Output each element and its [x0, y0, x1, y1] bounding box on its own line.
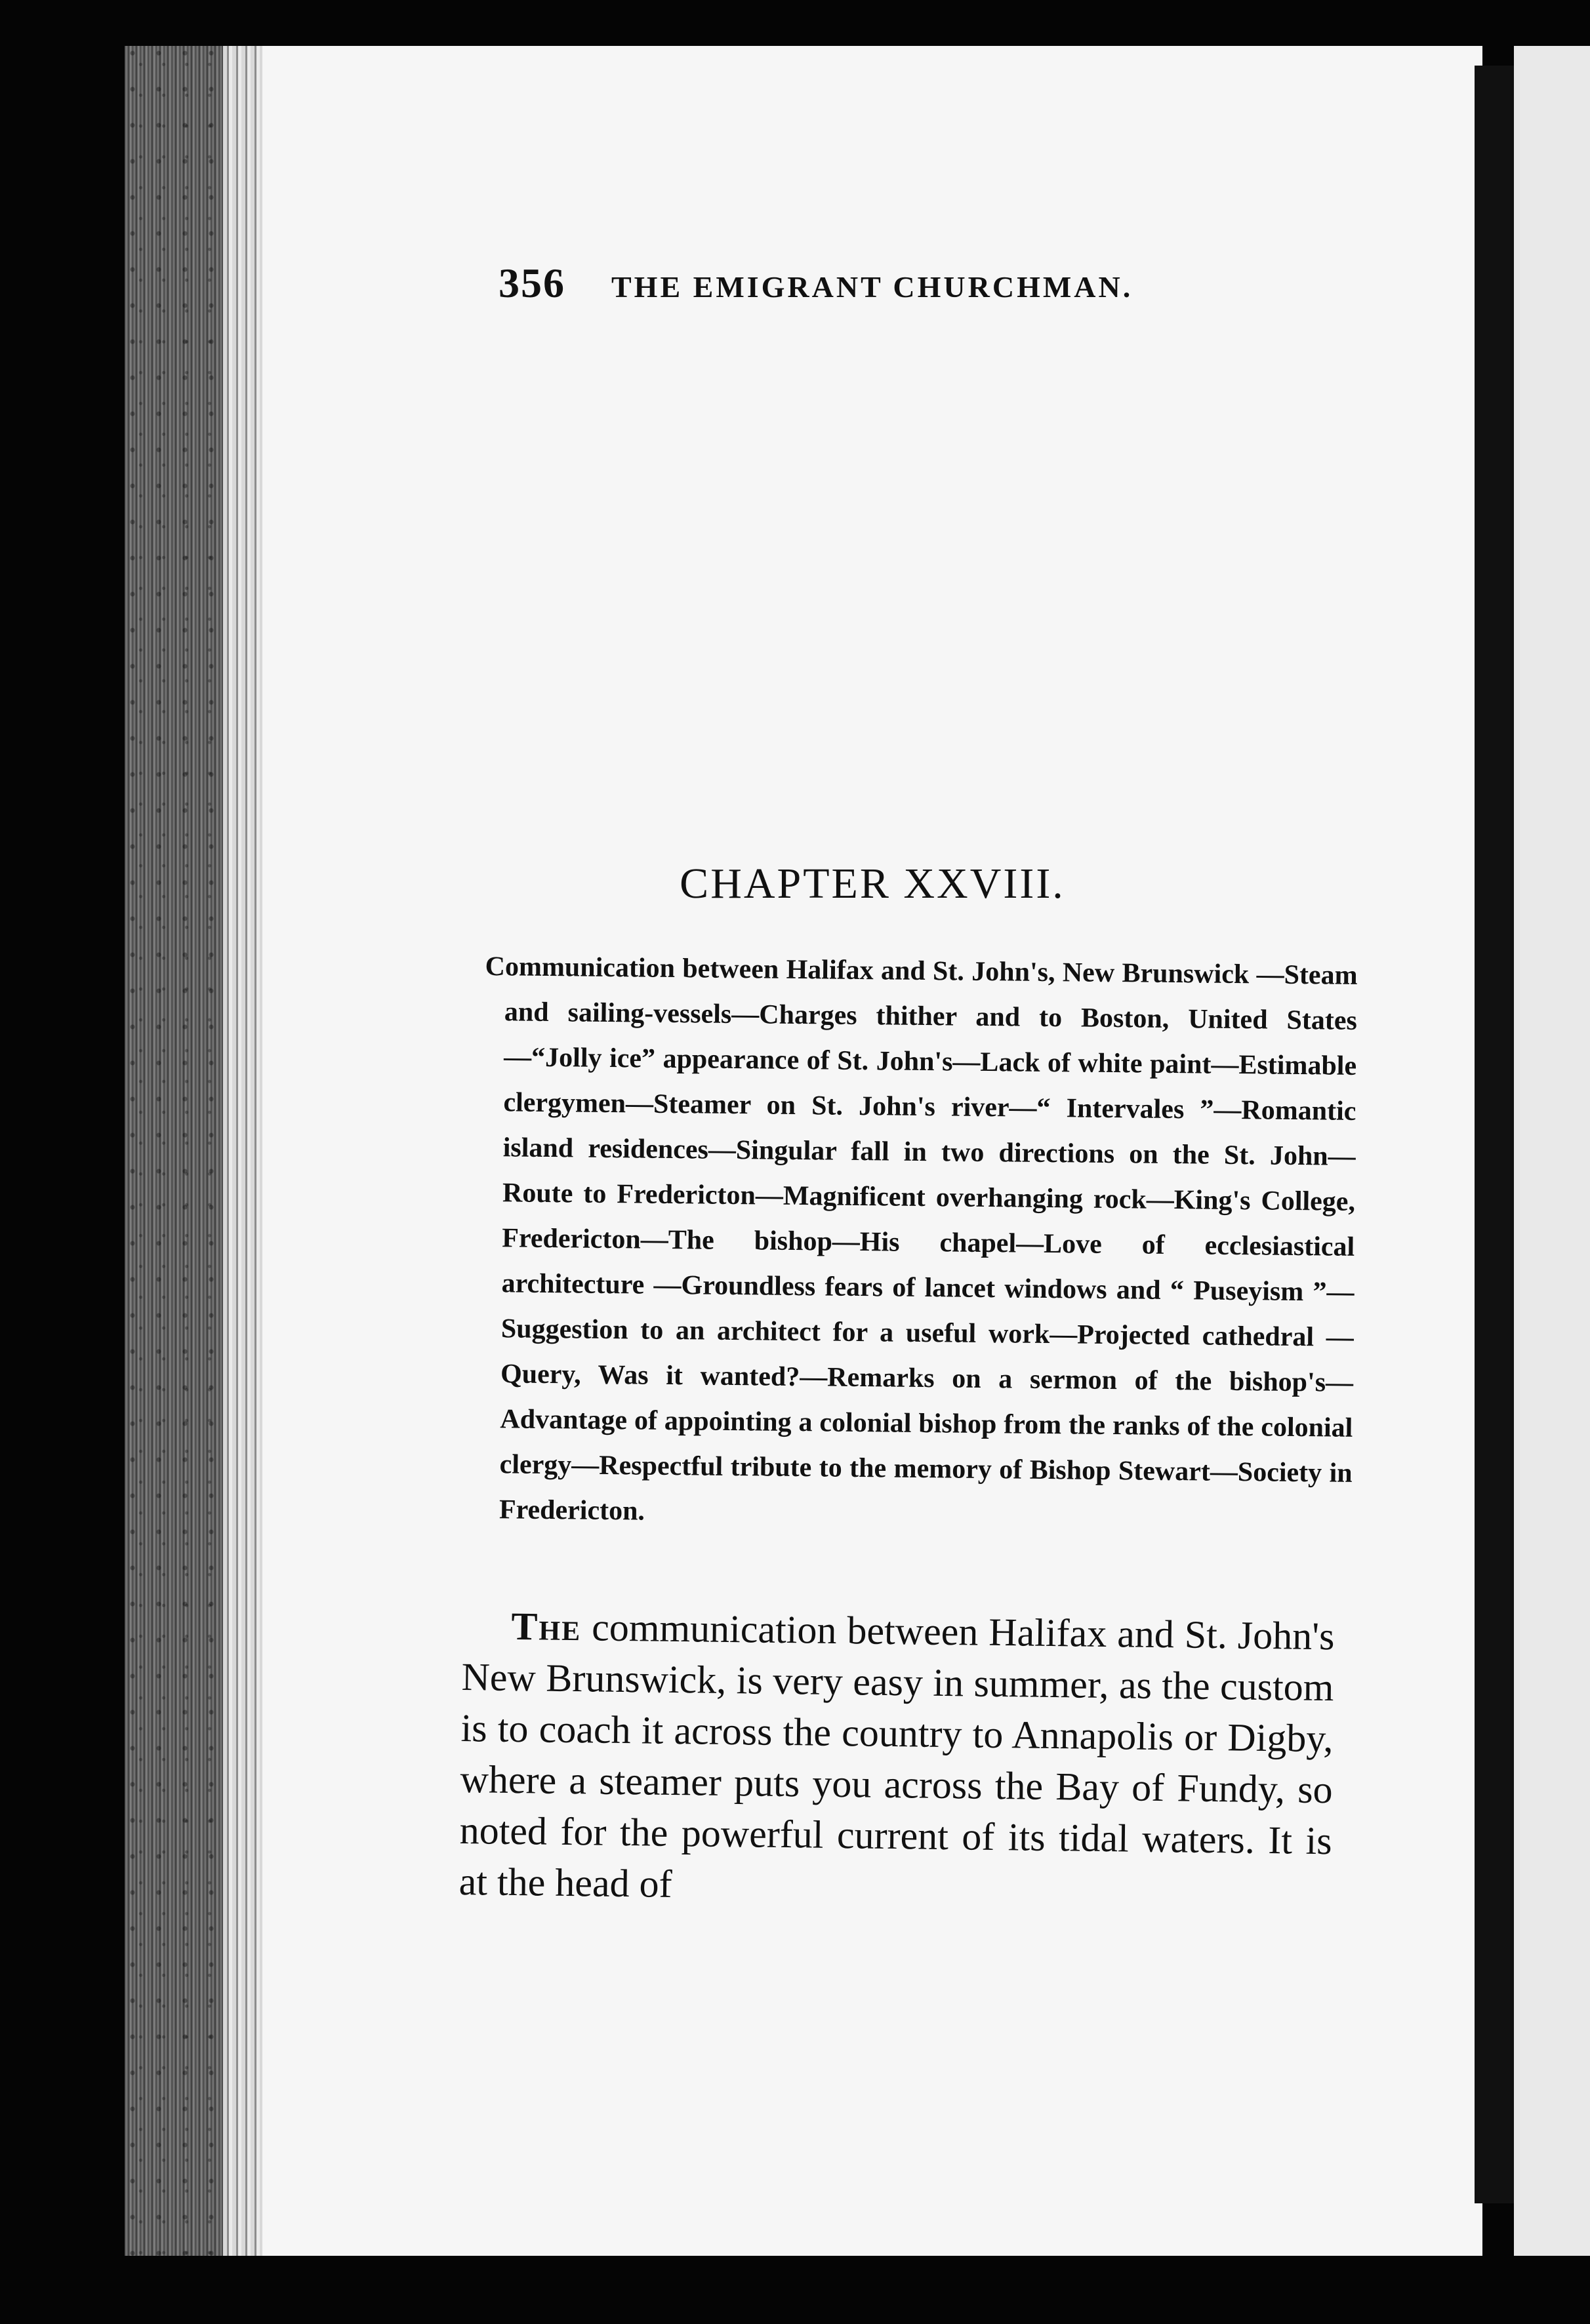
gutter-shadow: [1475, 66, 1514, 2203]
chapter-title: CHAPTER XXVIII.: [680, 860, 1065, 908]
page-number: 356: [499, 260, 565, 306]
running-head: [499, 259, 1246, 308]
running-title: THE EMIGRANT CHURCHMAN.: [611, 270, 1133, 304]
body-paragraph: [459, 1600, 1335, 1917]
paragraph-text: communication between Halifax and St. John's New Brunswick, is very easy in summer, as the custom is to coach it across the country to Annapolis or Digby, where a steamer puts you across the Bay of Fundy, so noted for the powerful current of its tidal waters. It is at the head of: [459, 1605, 1335, 1906]
facing-page-edge: [1514, 46, 1590, 2256]
opening-word: The: [511, 1604, 582, 1649]
chapter-summary: Communication between Halifax and St. John's, New Brunswick —Steam and sailing-vessels—Charges thither and to Boston, United States—“Jolly ice” appearance of St. John's—Lack of white paint—Estimable clergymen—Steamer on St. John's river—“ Intervales ”—Romantic island residences—Singular fall in two directions on the St. John—Route to Fredericton—Magnificent overhanging rock—King's College, Fredericton—The bishop—His chapel—Love of ecclesiastical architecture —Groundless fears of lancet windows and “ Puseyism ”—Suggestion to an architect for a useful work—Projected cathedral —Query, Was it wanted?—Remarks on a sermon of the bishop's—Advantage of appointing a colonial bishop from the ranks of the colonial clergy—Respectful tribute to the memory of Bishop Stewart—Society in Fredericton.: [485, 951, 1358, 1527]
